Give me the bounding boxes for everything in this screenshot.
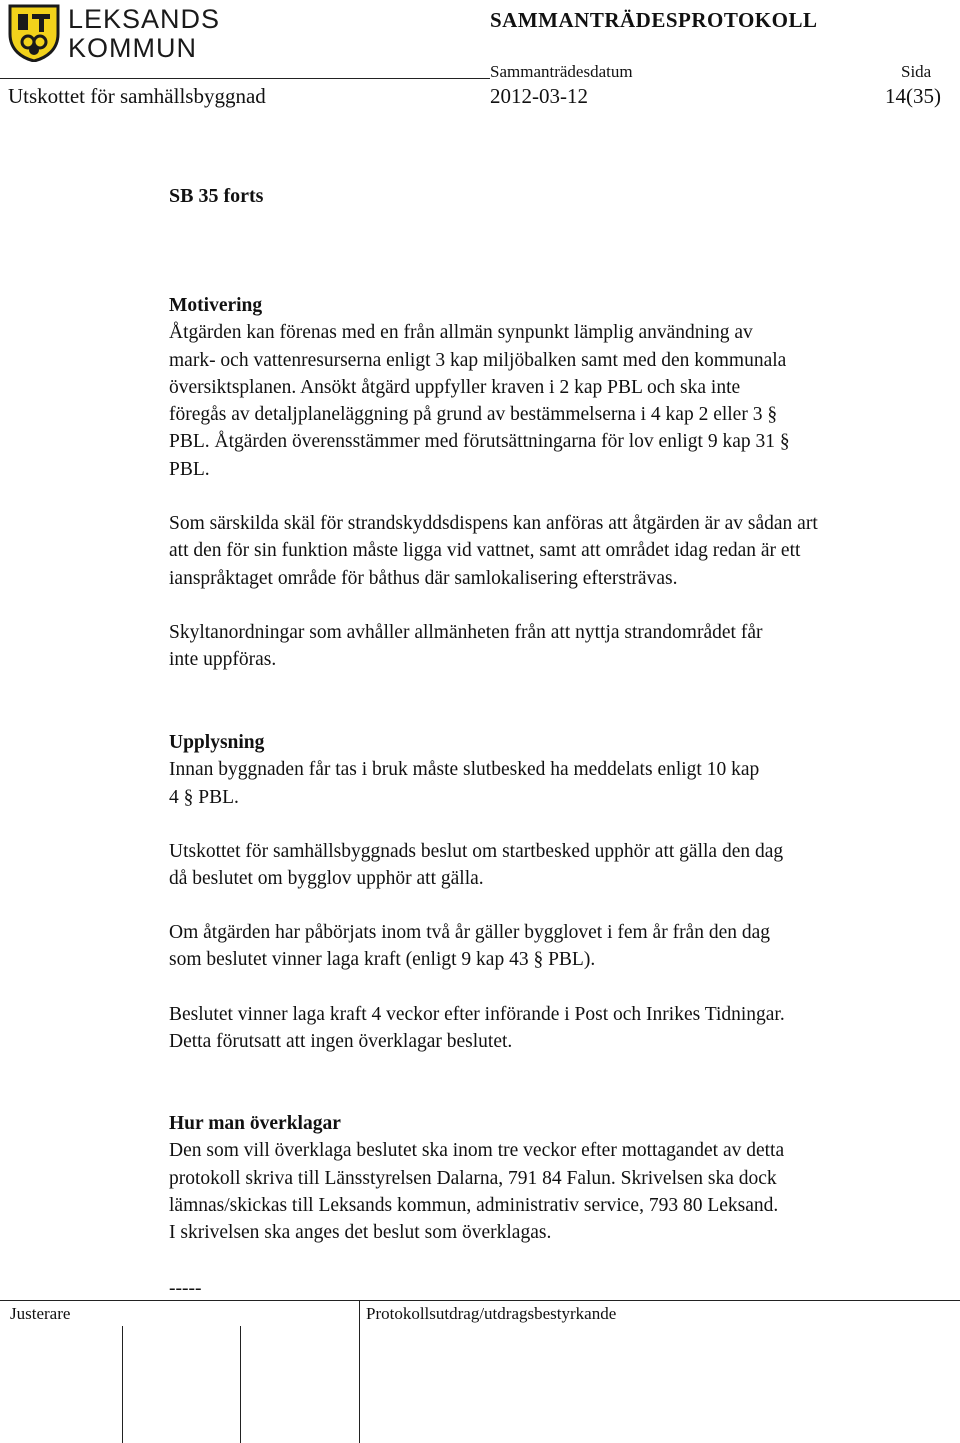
paragraph-line: Skyltanordningar som avhåller allmänheten från att nyttja strandområdet får — [169, 622, 763, 643]
laga-kraft-paragraph — [169, 1001, 944, 1056]
page-label: Sida — [901, 62, 932, 81]
header-rule-left — [0, 78, 490, 79]
logo-line-2: KOMMUN — [68, 33, 197, 63]
motivering-heading: Motivering — [169, 295, 263, 316]
paragraph-line: som beslutet vinner laga kraft (enligt 9 kap 43 § PBL). — [169, 949, 596, 971]
upplysning-heading: Upplysning — [169, 732, 265, 753]
paragraph-line: Innan byggnaden får tas i bruk måste slutbesked ha meddelats enligt 10 kap — [169, 759, 760, 781]
paragraph-line: ianspråktaget område för båthus där samlokalisering eftersträvas. — [169, 567, 678, 589]
paragraph-line: protokoll skriva till Länsstyrelsen Dalarna, 791 84 Falun. Skrivelsen ska dock — [169, 1167, 777, 1189]
paragraph-line: då beslutet om bygglov upphör att gälla. — [169, 868, 484, 890]
skylt-paragraph — [169, 619, 944, 674]
committee-name: Utskottet för samhällsbyggnad — [8, 84, 266, 108]
paragraph-line: I skrivelsen ska anges det beslut som överklagas. — [169, 1222, 552, 1244]
paragraph-line: lämnas/skickas till Leksands kommun, administrativ service, 793 80 Leksand. — [169, 1194, 779, 1216]
motivering-line: översiktsplanen. Ansökt åtgärd uppfyller kraven i 2 kap PBL och ska inte — [169, 376, 741, 398]
signature-divider — [122, 1326, 123, 1443]
paragraph-line: Den som vill överklaga beslutet ska inom tre veckor efter mottagandet av detta — [169, 1140, 785, 1162]
bygglov-validity-paragraph — [169, 919, 944, 974]
motivering-line: Åtgärden kan förenas med en från allmän synpunkt lämplig användning av — [169, 322, 753, 344]
motivering-line: PBL. Åtgärden överensstämmer med förutsättningarna för lov enligt 9 kap 31 § — [169, 431, 790, 453]
paragraph-line: Som särskilda skäl för strandskyddsdispens kan anföras att åtgärden är av sådan art — [169, 513, 818, 534]
motivering-line: föregås av detaljplaneläggning på grund av bestämmelserna i 4 kap 2 eller 3 § — [169, 404, 778, 426]
paragraph-line: Utskottet för samhällsbyggnads beslut om startbesked upphör att gälla den dag — [169, 841, 784, 862]
section-reference: SB 35 forts — [169, 185, 264, 207]
strandskydd-paragraph — [169, 510, 944, 592]
justerare-label: Justerare — [10, 1304, 71, 1323]
date-label: Sammanträdesdatum — [490, 62, 633, 81]
motivering-line: mark- och vattenresurserna enligt 3 kap miljöbalken samt med den kommunala — [169, 349, 787, 371]
paragraph-line: inte uppföras. — [169, 649, 277, 671]
paragraph-line: att den för sin funktion måste ligga vid vattnet, samt att området idag redan är ett — [169, 540, 801, 562]
appeal-heading: Hur man överklagar — [169, 1113, 341, 1134]
paragraph-line: 4 § PBL. — [169, 786, 239, 808]
meeting-date: 2012-03-12 — [490, 84, 588, 108]
signature-divider — [359, 1300, 360, 1443]
logo-line-1: LEKSANDS — [68, 4, 221, 34]
municipality-logo — [8, 4, 221, 63]
motivering-section — [169, 292, 944, 483]
page-number: 14(35) — [885, 84, 941, 108]
document-type: SAMMANTRÄDESPROTOKOLL — [490, 8, 818, 32]
paragraph-line: Om åtgärden har påbörjats inom två år gäller bygglovet i fem år från den dag — [169, 922, 771, 943]
footer-rule — [0, 1300, 960, 1301]
appeal-section — [169, 1110, 944, 1246]
upplysning-section — [169, 729, 944, 811]
separator-dashes: ----- — [169, 1278, 202, 1299]
motivering-line: PBL. — [169, 458, 210, 480]
utdrag-label: Protokollsutdrag/utdragsbestyrkande — [366, 1304, 617, 1323]
paragraph-line: Detta förutsatt att ingen överklagar beslutet. — [169, 1031, 513, 1053]
coat-of-arms-icon — [8, 4, 60, 62]
paragraph-line: Beslutet vinner laga kraft 4 veckor efter införande i Post och Inrikes Tidningar. — [169, 1004, 785, 1025]
startbesked-paragraph — [169, 838, 944, 893]
signature-divider — [240, 1326, 241, 1443]
